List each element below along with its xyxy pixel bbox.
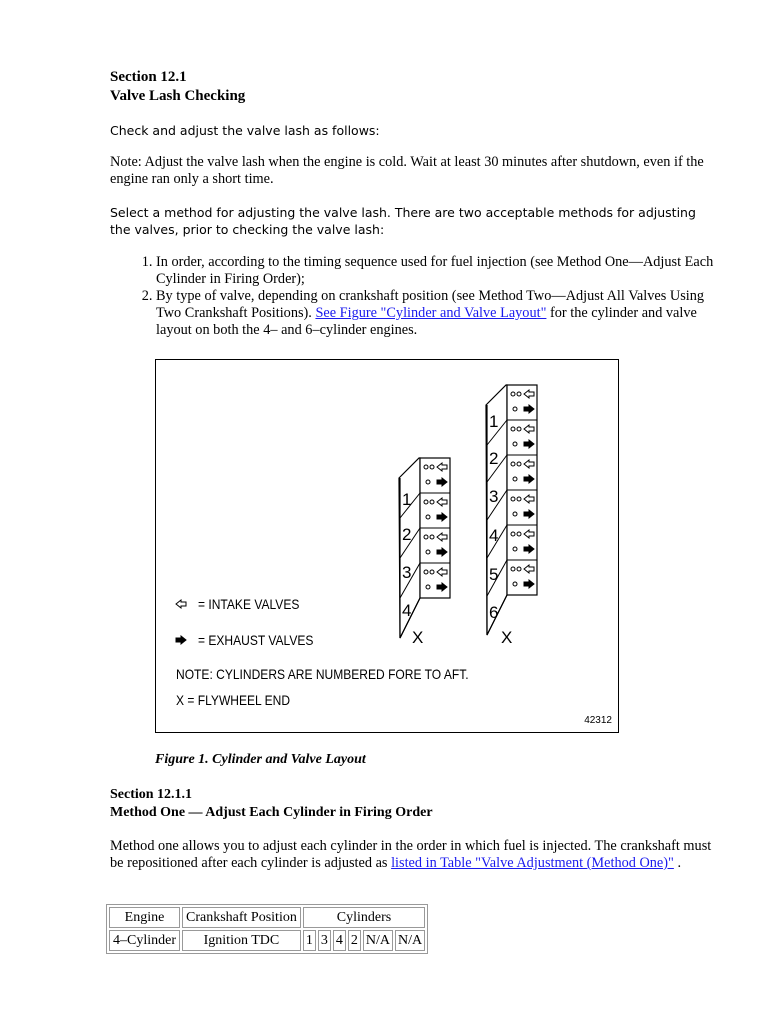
figure-link[interactable]: See Figure "Cylinder and Valve Layout" <box>315 305 547 321</box>
cell-cylinder: 3 <box>318 930 331 951</box>
engine6-cylinder-label: 2 <box>489 449 499 468</box>
method-list-item-1: 1. In order, according to the timing sequence used for fuel injection (see Method One—Adjust Each Cylinder in Firing Order); <box>156 254 720 288</box>
cylinder-numbering-note: NOTE: CYLINDERS ARE NUMBERED FORE TO AFT. <box>176 666 469 682</box>
engine4-flywheel-mark: X <box>412 628 424 647</box>
method-list-item-2: 2. By type of valve, depending on crankshaft position (see Method Two—Adjust All Valves Using Two Crankshaft Positions). See Figure "Cylinder and Valve Layout" for the cylinder and valve layout on both the 4– and 6–cylinder engines. <box>156 288 720 339</box>
note-text: Note: Adjust the valve lash when the engine is cold. Wait at least 30 minutes after shutdown, even if the engine ran only a short time. <box>110 154 704 187</box>
flywheel-end-note: X = FLYWHEEL END <box>176 692 291 708</box>
header-crankshaft-position: Crankshaft Position <box>182 907 301 928</box>
figure-number: 42312 <box>584 715 612 726</box>
engine4-cylinder-label: 3 <box>402 563 412 582</box>
engine6-cylinder-label: 5 <box>489 565 499 584</box>
table-row <box>109 930 425 951</box>
engine6-cylinder-label: 6 <box>489 603 499 622</box>
cell-cylinder: 2 <box>348 930 361 951</box>
exhaust-valve-legend-icon <box>176 636 186 644</box>
engine6-flywheel-mark: X <box>501 628 513 647</box>
section-number: Section 12.1 <box>110 69 187 85</box>
engine6-cylinder-label: 4 <box>489 526 499 545</box>
engine6-cylinder-label: 1 <box>489 412 499 431</box>
engine6-cylinder-label: 3 <box>489 487 499 506</box>
valve-adjustment-table <box>106 904 428 954</box>
engine4-cylinder-label: 2 <box>402 525 412 544</box>
legend-intake-text: = INTAKE VALVES <box>198 596 300 612</box>
table-header-row <box>109 907 425 928</box>
cell-cylinder: 4 <box>333 930 346 951</box>
cylinder-valve-figure <box>155 359 619 733</box>
four-cylinder-engine <box>399 458 450 647</box>
engine4-cylinder-label: 1 <box>402 490 412 509</box>
cell-cylinder: N/A <box>395 930 425 951</box>
intake-valve-legend-icon <box>176 600 186 608</box>
cell-cylinder: 1 <box>303 930 316 951</box>
method-list <box>110 254 720 339</box>
cell-position: Ignition TDC <box>182 930 301 951</box>
subsection-title: Method One — Adjust Each Cylinder in Firing Order <box>110 805 433 820</box>
figure-caption: Figure 1. Cylinder and Valve Layout <box>155 752 366 767</box>
table-link[interactable]: listed in Table "Valve Adjustment (Method One)" <box>391 855 674 871</box>
section-title: Valve Lash Checking <box>110 88 246 104</box>
document-page <box>110 68 720 339</box>
header-engine: Engine <box>109 907 180 928</box>
six-cylinder-engine <box>486 385 537 647</box>
method-one-text: Method one allows you to adjust each cylinder in the order in which fuel is injected. The crankshaft must be repositioned after each cylinder is adjusted as listed in Table "Valve Adjustment (Method One)" . <box>110 838 712 871</box>
legend-exhaust-text: = EXHAUST VALVES <box>198 632 314 648</box>
cell-cylinder: N/A <box>363 930 393 951</box>
cell-engine: 4–Cylinder <box>109 930 180 951</box>
subsection <box>110 786 720 872</box>
header-cylinders: Cylinders <box>303 907 425 928</box>
select-method-text: Select a method for adjusting the valve lash. There are two acceptable methods for adjusting the valves, prior to checking the valve lash: <box>110 205 696 237</box>
engine4-cylinder-label: 4 <box>402 601 412 620</box>
intro-text: Check and adjust the valve lash as follows: <box>110 123 380 138</box>
subsection-number: Section 12.1.1 <box>110 787 193 802</box>
